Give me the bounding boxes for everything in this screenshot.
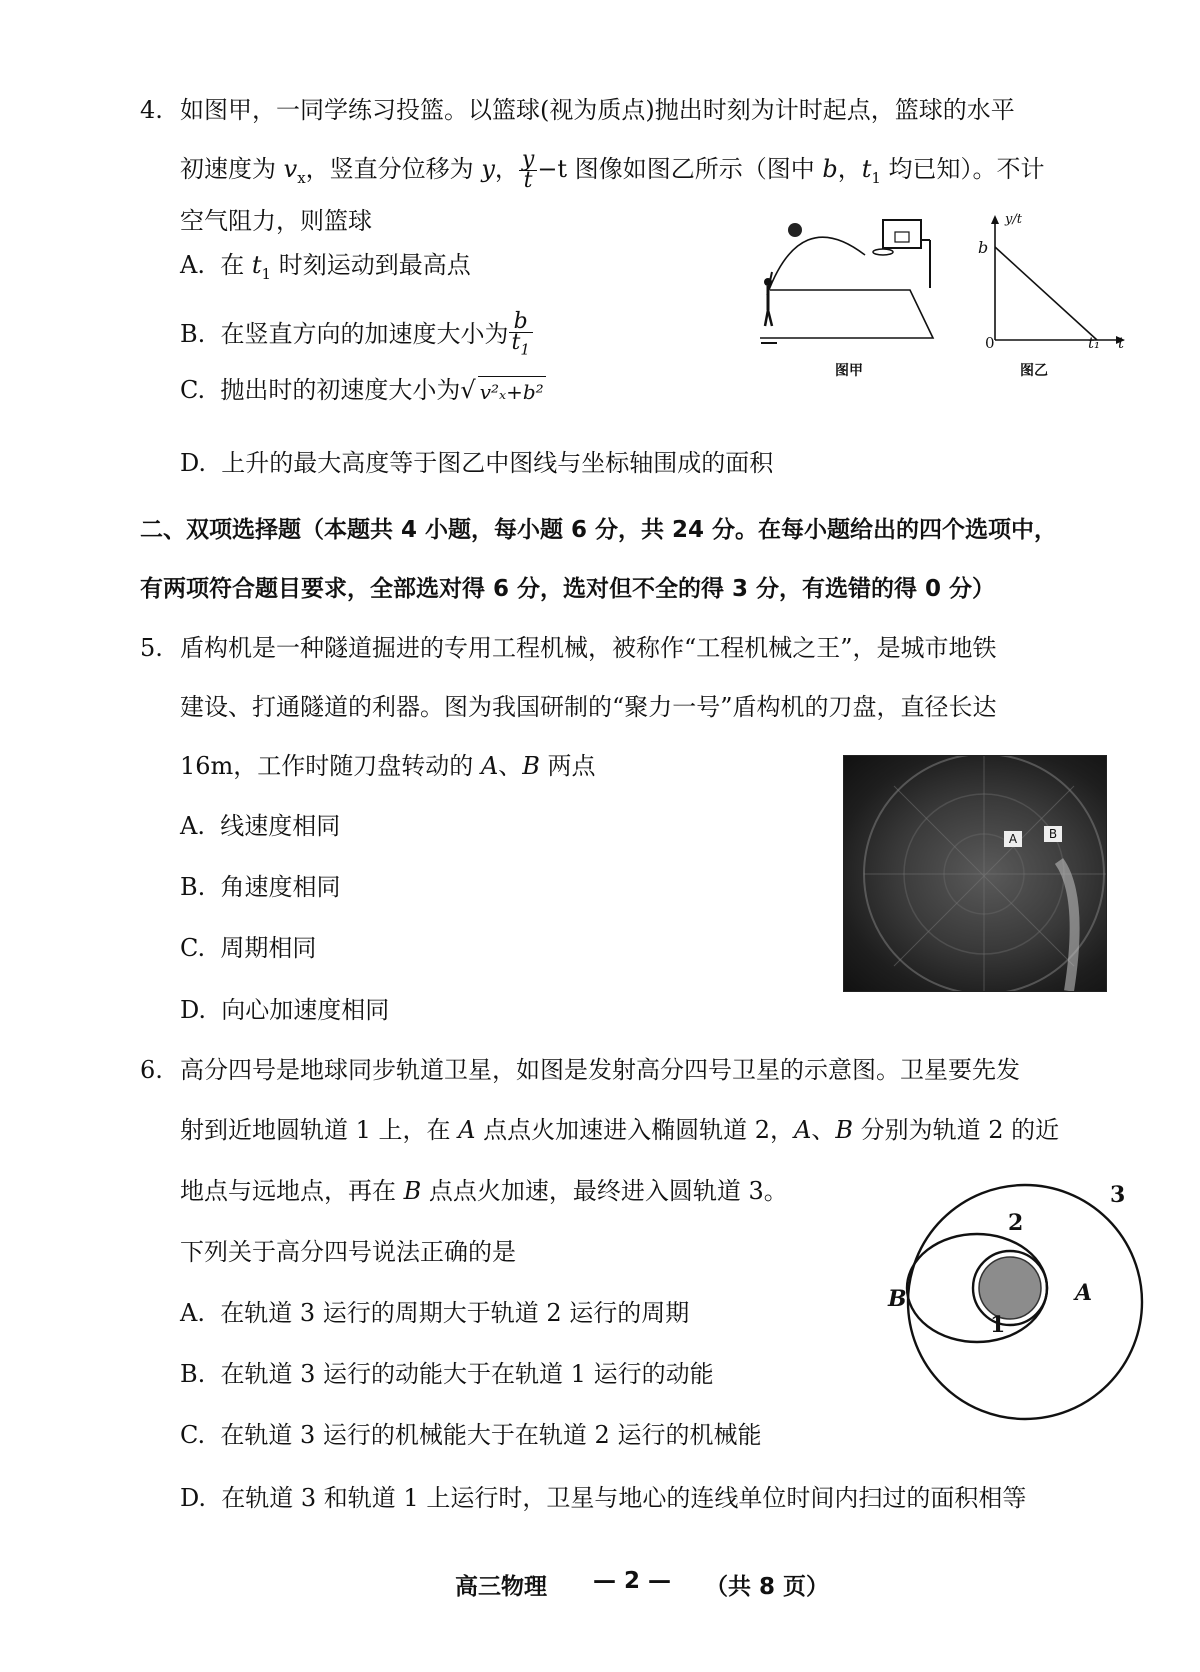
q6-point-b-label: B: [888, 1286, 907, 1312]
q5-shield-machine-photo: [843, 755, 1107, 992]
q6-option-d: D. 在轨道 3 和轨道 1 上运行时，卫星与地心的连线单位时间内扫过的面积相等: [180, 1484, 1027, 1512]
q4-fraction-b-over-t1: $\frac{b}{t_1}$: [509, 312, 533, 359]
footer-page-number: — 2 —: [593, 1568, 672, 1594]
q4-option-c: C. 抛出时的初速度大小为√ v²ₓ+b²: [180, 375, 546, 407]
q5-line-2: 建设、打通隧道的利器。图为我国研制的“聚力一号”盾构机的刀盘，直径长达: [180, 693, 997, 721]
q5-option-a: A. 线速度相同: [180, 812, 341, 840]
q6-number: 6.: [140, 1056, 163, 1084]
q5-option-b: B. 角速度相同: [180, 873, 341, 901]
q4-line-2: 初速度为 $v_x$，竖直分位移为 y， $\frac{y}{t}$ −t 图像如图乙所示（图中 b，$t_1$ 均已知）。不计: [180, 147, 1045, 193]
q4-graph-x-axis-label: t: [1118, 334, 1125, 352]
q4-fraction-y-over-t: $\frac{y}{t}$: [519, 150, 537, 191]
q4-line-1: 如图甲，一同学练习投篮。以篮球(视为质点)抛出时刻为计时起点，篮球的水平: [180, 96, 1015, 124]
q4-option-a: A. 在 $t_1$ 时刻运动到最高点: [180, 251, 471, 283]
q5-line-3: 16m，工作时随刀盘转动的 A、B 两点: [180, 752, 596, 780]
q6-orbit-label-1: 1: [990, 1312, 1006, 1338]
q6-point-a-label: A: [1075, 1280, 1093, 1306]
q4-option-b: B. 在竖直方向的加速度大小为 $\frac{b}{t_1}$: [180, 312, 533, 359]
q4-figure-b-graph: [975, 215, 1125, 355]
q5-number: 5.: [140, 634, 163, 662]
q6-line-4: 下列关于高分四号说法正确的是: [180, 1238, 516, 1266]
q6-option-a: A. 在轨道 3 运行的周期大于轨道 2 运行的周期: [180, 1299, 690, 1327]
q6-orbit-label-3: 3: [1110, 1182, 1126, 1208]
q4-line-3: 空气阻力，则篮球: [180, 207, 372, 235]
q4-graph-b-label: b: [978, 238, 989, 257]
q6-orbit-label-2: 2: [1008, 1210, 1024, 1236]
q4-number: 4.: [140, 96, 163, 124]
q5-line-1: 盾构机是一种隧道掘进的专用工程机械，被称作“工程机械之王”，是城市地铁: [180, 634, 997, 662]
q6-line-1: 高分四号是地球同步轨道卫星，如图是发射高分四号卫星的示意图。卫星要先发: [180, 1056, 1020, 1084]
q4-figure-a-basketball: [755, 210, 950, 360]
q6-option-c: C. 在轨道 3 运行的机械能大于在轨道 2 运行的机械能: [180, 1421, 762, 1449]
q5-option-c: C. 周期相同: [180, 934, 317, 962]
section2-header-line-1: 二、双项选择题（本题共 4 小题，每小题 6 分，共 24 分。在每小题给出的四个选项中，: [140, 517, 1058, 543]
q6-line-2: 射到近地圆轨道 1 上，在 A 点点火加速进入椭圆轨道 2，A、B 分别为轨道 2 的近: [180, 1116, 1060, 1144]
q4-figure-b-caption: 图乙: [1020, 363, 1048, 379]
q4-graph-y-axis-label: y/t: [1005, 212, 1022, 227]
section2-header-line-2: 有两项符合题目要求，全部选对得 6 分，选对但不全的得 3 分，有选错的得 0 分）: [140, 576, 996, 602]
footer-total-pages: （共 8 页）: [705, 1574, 830, 1600]
q5-option-d: D. 向心加速度相同: [180, 996, 390, 1024]
q6-line-3: 地点与远地点，再在 B 点点火加速，最终进入圆轨道 3。: [180, 1177, 788, 1205]
q6-option-b: B. 在轨道 3 运行的动能大于在轨道 1 运行的动能: [180, 1360, 714, 1388]
q4-graph-origin-label: 0: [985, 334, 995, 352]
q5-point-a-tag: A: [1004, 831, 1022, 847]
earth: [979, 1257, 1041, 1319]
q4-figure-a-caption: 图甲: [835, 363, 863, 379]
footer-subject: 高三物理: [455, 1574, 547, 1600]
q4-sqrt-expression: v²ₓ+b²: [478, 376, 546, 407]
q5-point-b-tag: B: [1044, 826, 1062, 842]
q4-graph-t1-label: t₁: [1088, 334, 1101, 352]
q4-option-d: D. 上升的最大高度等于图乙中图线与坐标轴围成的面积: [180, 449, 774, 477]
